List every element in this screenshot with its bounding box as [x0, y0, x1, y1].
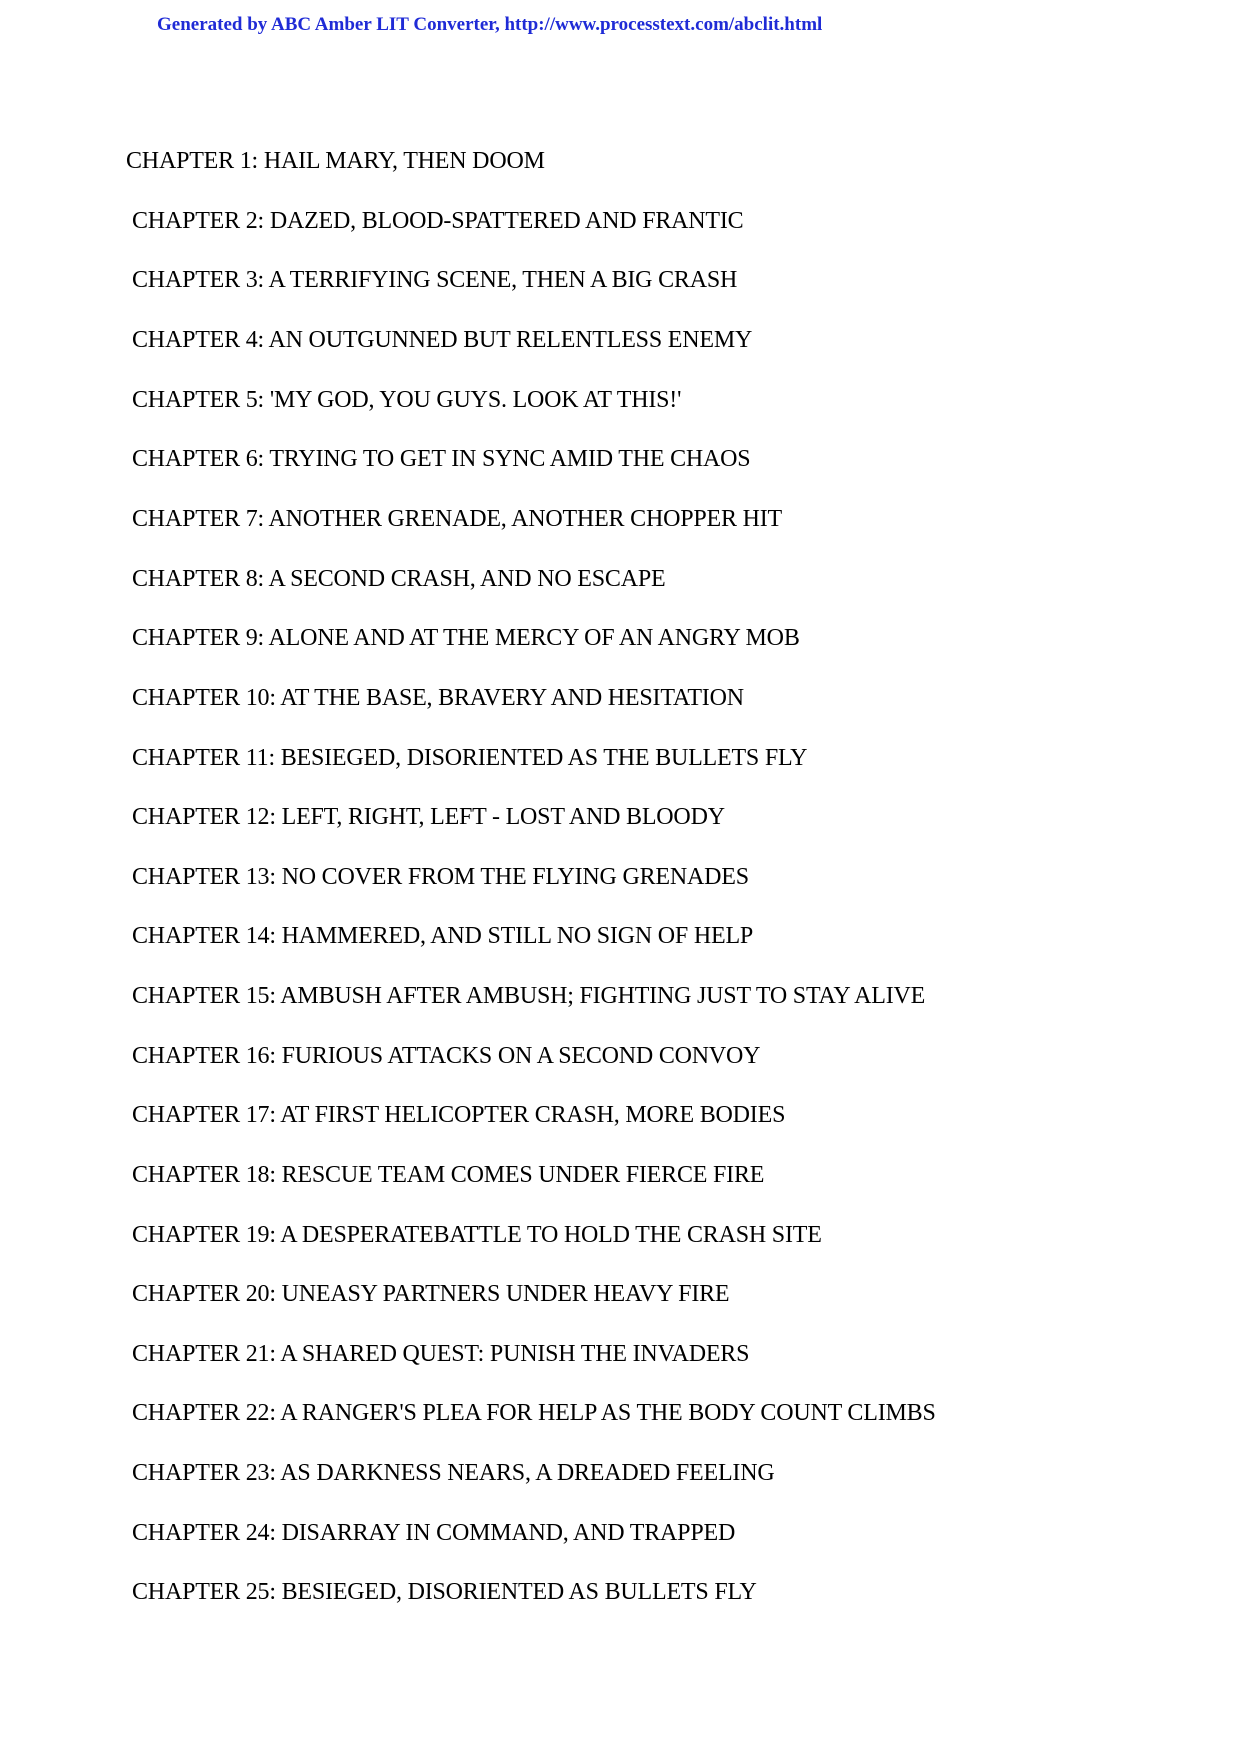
chapter-21-link[interactable]: CHAPTER 21: A SHARED QUEST: PUNISH THE INVADERS: [132, 1341, 750, 1367]
chapter-19-link[interactable]: CHAPTER 19: A DESPERATEBATTLE TO HOLD THE CRASH SITE: [132, 1222, 822, 1248]
chapter-5-link[interactable]: CHAPTER 5: 'MY GOD, YOU GUYS. LOOK AT THIS!': [132, 387, 682, 413]
chapter-14-link[interactable]: CHAPTER 14: HAMMERED, AND STILL NO SIGN OF HELP: [132, 923, 754, 949]
chapter-15-link[interactable]: CHAPTER 15: AMBUSH AFTER AMBUSH; FIGHTING JUST TO STAY ALIVE: [132, 983, 926, 1009]
chapter-18-link[interactable]: CHAPTER 18: RESCUE TEAM COMES UNDER FIERCE FIRE: [132, 1162, 765, 1188]
chapter-12-link[interactable]: CHAPTER 12: LEFT, RIGHT, LEFT - LOST AND BLOODY: [132, 804, 725, 830]
chapter-22-link[interactable]: CHAPTER 22: A RANGER'S PLEA FOR HELP AS THE BODY COUNT CLIMBS: [132, 1400, 936, 1426]
chapter-4-link[interactable]: CHAPTER 4: AN OUTGUNNED BUT RELENTLESS ENEMY: [132, 327, 753, 353]
chapter-3-link[interactable]: CHAPTER 3: A TERRIFYING SCENE, THEN A BIG CRASH: [132, 267, 738, 293]
chapter-20-link[interactable]: CHAPTER 20: UNEASY PARTNERS UNDER HEAVY FIRE: [132, 1281, 730, 1307]
chapter-7-link[interactable]: CHAPTER 7: ANOTHER GRENADE, ANOTHER CHOPPER HIT: [132, 506, 782, 532]
chapter-11-link[interactable]: CHAPTER 11: BESIEGED, DISORIENTED AS THE BULLETS FLY: [132, 745, 808, 771]
chapter-2-link[interactable]: CHAPTER 2: DAZED, BLOOD-SPATTERED AND FRANTIC: [132, 208, 744, 234]
converter-banner: Generated by ABC Amber LIT Converter, http://www.processtext.com/abclit.html: [157, 14, 823, 35]
chapter-10-link[interactable]: CHAPTER 10: AT THE BASE, BRAVERY AND HESITATION: [132, 685, 744, 711]
chapter-6-link[interactable]: CHAPTER 6: TRYING TO GET IN SYNC AMID THE CHAOS: [132, 446, 751, 472]
chapter-23-link[interactable]: CHAPTER 23: AS DARKNESS NEARS, A DREADED FEELING: [132, 1460, 775, 1486]
chapter-13-link[interactable]: CHAPTER 13: NO COVER FROM THE FLYING GRENADES: [132, 864, 749, 890]
chapter-25-link[interactable]: CHAPTER 25: BESIEGED, DISORIENTED AS BULLETS FLY: [132, 1579, 757, 1605]
chapter-8-link[interactable]: CHAPTER 8: A SECOND CRASH, AND NO ESCAPE: [132, 566, 666, 592]
chapter-1-link[interactable]: CHAPTER 1: HAIL MARY, THEN DOOM: [126, 148, 545, 174]
chapter-24-link[interactable]: CHAPTER 24: DISARRAY IN COMMAND, AND TRAPPED: [132, 1520, 736, 1546]
chapter-16-link[interactable]: CHAPTER 16: FURIOUS ATTACKS ON A SECOND CONVOY: [132, 1043, 761, 1069]
chapter-9-link[interactable]: CHAPTER 9: ALONE AND AT THE MERCY OF AN ANGRY MOB: [132, 625, 800, 651]
chapter-17-link[interactable]: CHAPTER 17: AT FIRST HELICOPTER CRASH, MORE BODIES: [132, 1102, 786, 1128]
